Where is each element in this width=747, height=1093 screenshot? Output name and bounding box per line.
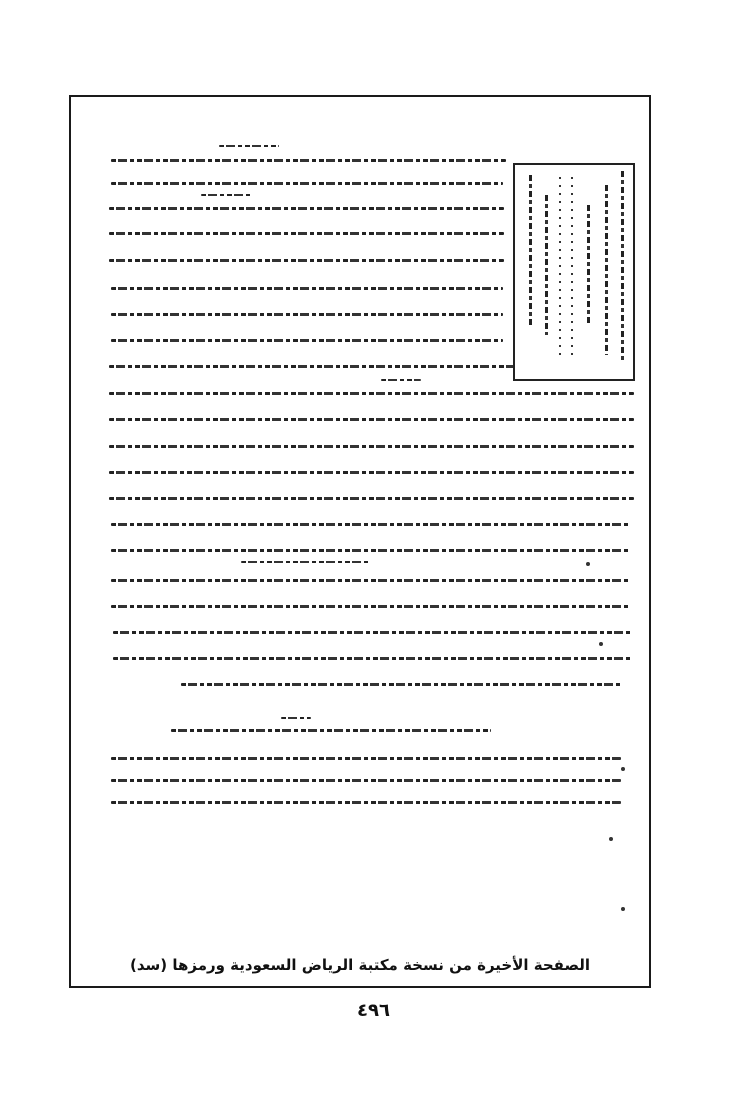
library-seal [513,163,635,381]
page-caption: الصفحة الأخيرة من نسخة مكتبة الرياض السعودية ورمزها (سد) [129,956,591,974]
page-number: ٤٩٦ [357,1000,390,1021]
manuscript-image [81,107,639,931]
page-frame [69,95,651,988]
